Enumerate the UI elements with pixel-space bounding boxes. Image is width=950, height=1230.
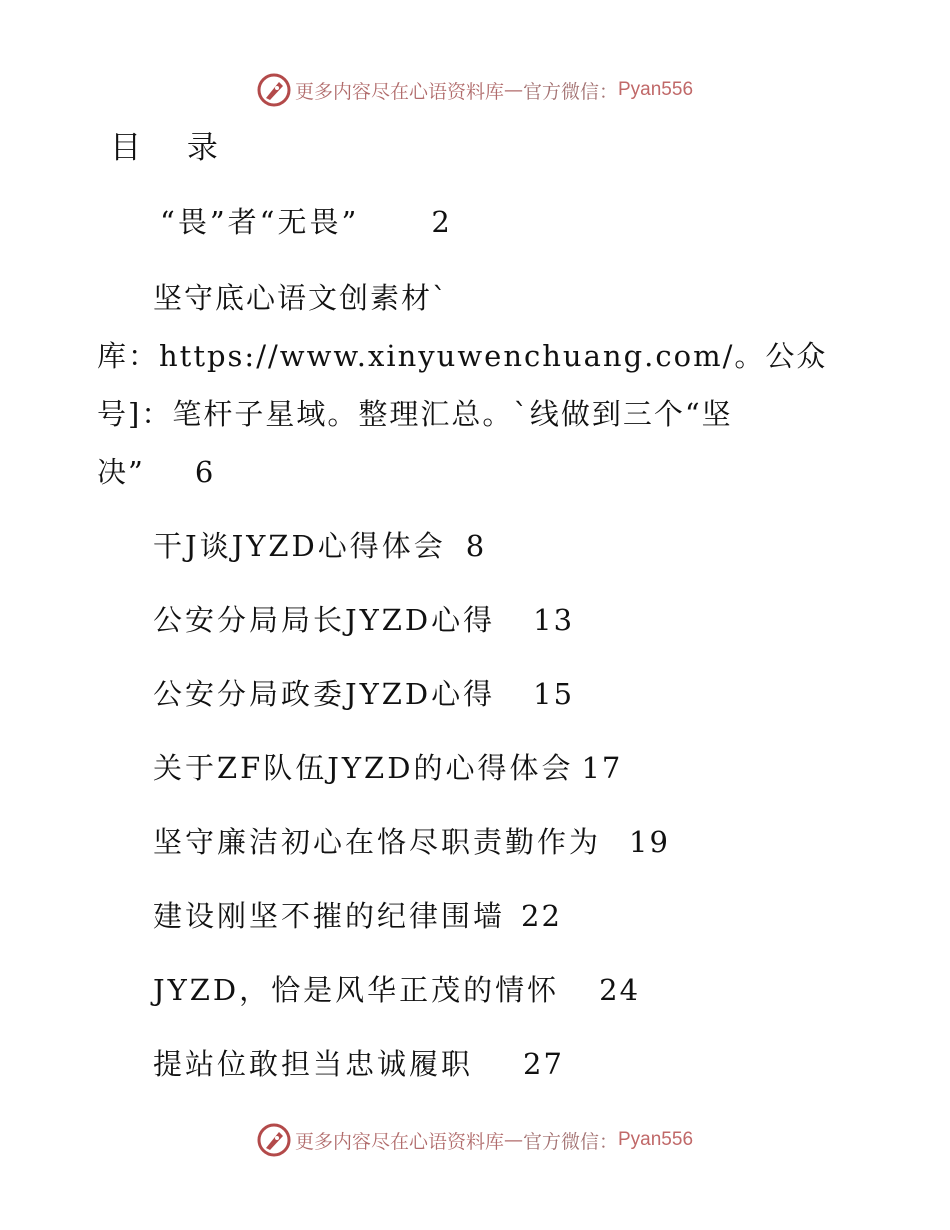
toc-entry-line-text: 决” <box>97 455 145 489</box>
toc-entry-page: 19 <box>629 825 670 859</box>
toc-entry[interactable] <box>153 746 622 787</box>
watermark-dash: — <box>503 79 523 101</box>
toc-entry-page: 8 <box>465 529 487 563</box>
watermark-brand: 更多内容尽在心语资料库 <box>294 1130 504 1153</box>
toc-entry-title: “畏”者“无畏” <box>160 205 360 239</box>
toc-entry-line: 库：https://www.xinyuwenchuang.com/。公众 <box>97 339 828 373</box>
toc-entry[interactable] <box>153 894 562 935</box>
toc-entry-page: 15 <box>533 677 575 711</box>
toc-entry-page: 13 <box>533 603 575 637</box>
toc-entry-title: 公安分局局长JYZD心得 <box>153 603 496 637</box>
watermark-label: 官方微信： <box>522 1130 618 1153</box>
toc-entry-page: 27 <box>523 1047 564 1081</box>
watermark-wechat-id: Pyan556 <box>618 79 694 100</box>
toc-entry[interactable] <box>160 200 452 241</box>
toc-entry[interactable] <box>153 524 486 565</box>
toc-entry-page: 24 <box>599 973 641 1007</box>
toc-entry-title: JYZD，恰是风华正茂的情怀 <box>153 973 560 1007</box>
toc-entry-line-last <box>97 450 215 491</box>
header-watermark <box>0 70 950 110</box>
toc-entry[interactable] <box>153 1042 564 1083</box>
toc-title: 目 录 <box>110 130 236 166</box>
watermark-wechat-id: Pyan556 <box>618 1129 694 1150</box>
footer-watermark <box>0 1120 950 1160</box>
toc-entry-page: 2 <box>431 205 452 239</box>
toc-entry-title: 关于ZF队伍JYZD的心得体会 <box>153 751 574 785</box>
toc-entry-page: 22 <box>521 899 562 933</box>
toc-entry[interactable] <box>153 672 574 713</box>
toc-entry-page: 6 <box>194 455 216 489</box>
watermark-brand: 更多内容尽在心语资料库 <box>294 80 504 103</box>
toc-entry-title: 建设刚坚不摧的纪律围墙 <box>153 899 506 933</box>
toc-entry-title: 公安分局政委JYZD心得 <box>153 677 496 711</box>
pen-nib-logo-icon <box>257 73 291 107</box>
toc-entry[interactable] <box>153 968 640 1009</box>
pen-nib-logo-icon <box>257 1123 291 1157</box>
toc-entry-line: 号]：笔杆子星域。整理汇总。`线做到三个“坚 <box>97 397 733 431</box>
toc-entry-page: 17 <box>581 751 623 785</box>
toc-entry-title: 干J谈JYZD心得体会 <box>153 529 446 563</box>
toc-entry-title: 提站位敢担当忠诚履职 <box>153 1047 474 1081</box>
watermark-label: 官方微信： <box>522 80 618 103</box>
watermark-dash: — <box>503 1129 523 1151</box>
toc-entry-title: 坚守廉洁初心在恪尽职责勤作为 <box>153 825 602 859</box>
toc-entry-line: 坚守底心语文创素材` <box>153 281 449 315</box>
toc-entry[interactable] <box>153 598 574 639</box>
toc-entry[interactable] <box>153 820 670 861</box>
